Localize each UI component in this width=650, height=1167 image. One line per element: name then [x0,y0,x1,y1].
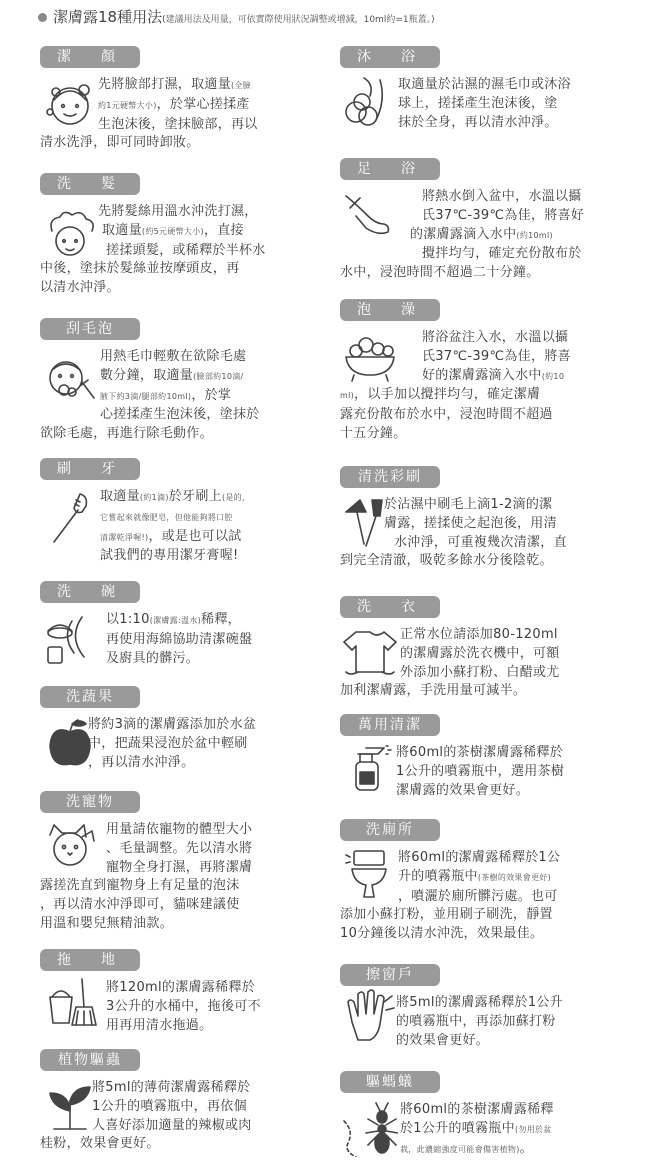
text-line [40,915,252,934]
section-text-teeth [40,488,250,566]
text-line [340,348,571,367]
text-segment: 將約3滴的潔膚露添加於水盆 [88,717,257,732]
page-header [38,6,435,27]
text-segment: 抹於全身，再以清水沖淨。 [398,114,558,130]
text-segment: 生泡沫後，塗抹臉部，再以 [98,116,258,132]
text-line [40,76,258,96]
small-note: (約10ml) [516,230,553,240]
section-text-brush [340,496,567,571]
text-line [40,222,266,242]
text-line [40,260,266,279]
section-text-foot [340,188,584,283]
text-segment: 用熱毛巾輕敷在欲除毛處 [100,349,247,364]
text-segment: 清水洗淨，即可同時卸妝。 [40,135,200,151]
small-note: (約1滴) [139,493,169,502]
text-segment: 搓揉頭髮，或稀釋於半杯水 [106,242,266,258]
text-line [40,754,256,773]
text-segment: 試我們的專用潔牙膏喔! [100,548,239,564]
text-line [40,1079,252,1098]
section-text-veg [40,716,256,772]
text-segment: 用再用清水拖過。 [106,1017,213,1033]
text-line [40,611,252,631]
text-line [40,735,256,754]
text-segment: 及廚具的髒污。 [106,650,200,666]
section-tag-pet: 洗寵物 [40,791,140,813]
text-line [40,1017,261,1036]
text-line [40,425,260,444]
section-tag-bath: 沐 浴 [340,46,440,68]
section-tag-brush: 清洗彩刷 [340,466,440,488]
text-segment: 心搓揉產生泡沫後，塗抹於 [100,407,260,423]
text-segment: 1公升的噴霧瓶中，選用茶樹 [396,763,565,779]
small-note: (約5元硬幣大小) [141,226,204,236]
text-segment: 先將臉部打濕，取適量 [98,77,232,92]
text-segment: 將5ml的薄荷潔膚露稀釋於 [92,1080,251,1095]
small-note: (勿用於盆 [514,1124,552,1134]
text-segment: 將120ml的潔膚露稀釋於 [106,980,255,995]
page-title: 潔膚露18種用法 [53,8,163,26]
text-segment: 取適量 [100,489,140,504]
text-segment: 到完全清澈，吸乾多餘水分後陰乾。 [340,553,553,569]
small-note: ml) [340,391,355,401]
section-text-toilet [340,849,560,944]
text-segment: 升的噴霧瓶中 [398,868,478,884]
section-text-allpurpose [340,744,564,800]
text-line [40,488,250,508]
text-line [340,925,560,944]
text-line [340,245,584,264]
text-segment: 好的潔膚露滴入水中 [422,367,542,383]
text-segment: 先將髮絲用溫水沖洗打濕， [98,204,258,219]
text-segment: 潔膚露的效果會更好。 [396,782,530,798]
text-segment: 10分鐘後以清水沖洗，效果最佳。 [340,926,544,942]
text-line [340,386,571,406]
small-note: (潔膚露:溫水) [149,616,202,625]
text-segment: 的潔膚露滴入水中 [410,226,517,242]
text-segment: 將60ml的茶樹潔膚露稀釋於 [396,745,564,760]
small-note: 約1元硬幣大小) [98,100,157,110]
section-text-hair [40,203,266,298]
text-segment: 取適量於沾濕的濕毛巾或沐浴 [398,77,571,92]
section-tag-bubble: 泡 澡 [340,299,440,321]
text-segment: ，噴灑於廁所髒污處。也可 [398,888,558,904]
text-line [340,226,584,246]
text-line [340,207,584,226]
text-segment: 於沾濕中刷毛上滴1-2滴的潔 [384,497,553,512]
text-line [340,626,560,645]
text-segment: 以清水沖淨。 [40,280,120,296]
text-line [340,264,584,283]
text-segment: 取適量 [102,222,142,238]
text-segment: 將熱水倒入盆中，水溫以攝 [422,189,582,204]
section-tag-veg: 洗蔬果 [40,686,140,708]
text-line [340,552,567,571]
text-segment: 的效果會更好。 [396,1032,490,1048]
small-note: (約10 [541,371,565,381]
text-line [340,1013,563,1032]
text-line [40,279,266,298]
text-line [340,95,571,114]
section-text-dishes [40,611,252,668]
text-line [40,367,260,387]
section-tag-teeth: 刷 牙 [40,458,140,480]
section-tag-window: 擦窗戶 [340,964,440,986]
section-text-pet [40,821,252,934]
text-line [340,682,560,701]
text-line [40,896,252,915]
text-segment: 、毛量調整。先以清水將 [106,840,253,856]
text-line [40,716,256,735]
text-line [40,203,266,222]
text-line [340,849,560,868]
text-segment: 水沖淨，可重複幾次清潔，直 [394,534,567,550]
text-segment: 再使用海綿協助清潔碗盤 [106,631,253,647]
text-line [340,515,567,534]
text-line [40,979,261,998]
text-line [40,650,252,669]
text-segment: 1公升的噴霧瓶中，再依個 [92,1098,247,1114]
text-segment: 中，把蔬果浸泡於盆中輕刷 [88,735,248,751]
text-segment: ，再以清水沖淨即可，貓咪建議使 [40,897,240,913]
text-segment: 露搓洗直到寵物身上有足量的泡沫 [40,878,240,894]
section-text-mop [40,979,261,1035]
text-line [40,1098,252,1117]
section-text-ant [340,1101,554,1159]
section-text-plant [40,1079,252,1154]
text-line [40,840,252,859]
text-segment: 膚露，搓揉使之起泡後，用清 [384,515,557,531]
text-line [340,906,560,925]
text-segment: 用量請依寵物的體型大小 [106,822,253,837]
text-segment: ，於掌 [191,387,232,403]
text-line [40,877,252,896]
section-tag-foot: 足 浴 [340,158,440,180]
text-line [340,1032,563,1051]
section-tag-shave: 刮毛泡 [40,318,140,340]
text-segment: 攪拌均勻，確定充份散布於 [422,246,582,262]
small-note: 腋下約3滴/腿部約10ml) [100,391,192,401]
text-segment: ，直接 [203,222,244,238]
text-line [340,994,563,1013]
text-line [40,1135,252,1154]
small-note: (臉部約10滴/ [193,371,244,381]
text-segment: 十五分鐘。 [340,425,407,441]
text-line [40,387,260,407]
text-segment: 的潔膚露於洗衣機中，可額 [400,645,560,661]
text-line [40,348,260,367]
text-line [340,329,571,348]
text-segment: 於牙刷上 [168,489,222,504]
section-tag-dishes: 洗 碗 [40,581,140,603]
text-segment: ，於掌心搓揉產 [156,96,250,112]
text-line [340,534,567,553]
text-line [340,763,564,782]
text-line [40,998,261,1017]
small-note: 清潔乾淨喔!) [100,532,149,542]
text-line [340,645,560,664]
text-segment: 桂粉，效果會更好。 [40,1136,160,1152]
text-line [340,76,571,95]
text-line [40,406,260,425]
text-line [40,631,252,650]
section-tag-mop: 拖 地 [40,949,140,971]
text-line [40,134,258,153]
section-text-shave [40,348,260,444]
text-segment: 正常水位請添加80-120ml [400,627,558,642]
text-line [40,242,266,261]
text-line [340,868,560,888]
bullet-dot [38,13,47,22]
section-text-laundry [340,626,560,701]
text-segment: 添加小蘇打粉，並用刷子刷洗，靜置 [340,907,553,923]
text-segment: 用溫和嬰兒無精油款。 [40,915,174,931]
section-text-window [340,994,563,1050]
text-segment: 將5ml的潔膚露稀釋於1公升 [396,995,564,1010]
text-segment: 人喜好添加適量的辣椒或肉 [92,1117,252,1133]
small-note: (茶樹的效果會更好) [477,872,552,882]
text-segment: 將60ml的茶樹潔膚露稀釋 [400,1102,554,1117]
text-line [40,116,258,135]
text-segment: 氏37℃-39℃為佳，將喜 [422,348,571,364]
text-segment: 寵物全身打濕，再將潔膚 [106,859,253,875]
text-line [40,547,250,566]
section-tag-laundry: 洗 衣 [340,596,440,618]
text-segment: 欲除毛處，再進行除毛動作。 [40,426,213,442]
text-line [40,859,252,878]
text-segment: 水中，浸泡時間不超過二十分鐘。 [340,265,540,281]
text-segment: ，或是也可以試 [148,528,242,544]
text-segment: 3公升的水桶中，拖後可不 [106,998,261,1014]
section-tag-plant: 植物驅蟲 [40,1049,140,1071]
text-line [340,1120,554,1140]
small-note: (是的， [221,493,251,502]
section-tag-face: 潔 顏 [40,46,140,68]
text-line [340,406,571,425]
text-segment: 於1公升的噴霧瓶中 [400,1120,515,1136]
text-line [340,664,560,683]
text-line [340,1101,554,1120]
text-segment: 露充份散布於水中，浸泡時間不超過 [340,407,553,423]
usage-note: (建議用法及用量，可依實際使用狀況調整或增減，10ml約=1瓶蓋。) [162,15,435,25]
small-note: 它嘗起來就像肥皂，但他能夠將口腔 [100,512,233,522]
text-segment: 將60ml的潔膚露稀釋於1公 [398,850,561,865]
text-line [340,367,571,387]
text-segment: 數分鐘，取適量 [100,367,194,383]
section-tag-hair: 洗 髮 [40,173,140,195]
section-tag-ant: 驅螞蟻 [340,1071,440,1093]
text-segment: 稀釋， [201,612,241,627]
section-tag-allpurpose: 萬用清潔 [340,714,440,736]
text-line [40,528,250,548]
text-segment: ，以手加以攪拌均勻，確定潔膚 [354,387,541,403]
text-line [340,188,584,207]
text-line [340,114,571,133]
text-line [40,821,252,840]
small-note: (全臉 [231,81,252,90]
text-segment: 加利潔膚露，手洗用量可減半。 [340,683,527,699]
text-segment: 中後，塗抹於髮絲並按摩頭皮，再 [40,261,240,277]
text-line [340,496,567,515]
text-segment: ，再以清水沖淨。 [88,754,195,770]
text-line [40,1117,252,1136]
text-line [340,888,560,907]
text-segment: 。 [519,1140,533,1156]
text-segment: 以1:10 [106,612,150,627]
text-line [40,96,258,116]
section-text-bath [340,76,571,132]
small-note: 栽，此濃縮強度可能會傷害植物) [400,1144,520,1154]
text-segment: 外添加小蘇打粉、白醋或尤 [400,664,560,680]
text-line [340,425,571,444]
text-line [340,744,564,763]
text-line [340,1140,554,1160]
text-segment: 的噴霧瓶中，再添加蘇打粉 [396,1013,556,1029]
section-text-face [40,76,258,153]
section-tag-toilet: 洗廁所 [340,819,440,841]
text-line [340,782,564,801]
text-segment: 將浴盆注入水，水溫以攝 [422,330,569,345]
text-segment: 氏37℃-39℃為佳，將喜好 [422,207,585,223]
text-segment: 球上，搓揉產生泡沫後，塗 [398,95,558,111]
section-text-bubble [340,329,571,444]
text-line [40,508,250,528]
